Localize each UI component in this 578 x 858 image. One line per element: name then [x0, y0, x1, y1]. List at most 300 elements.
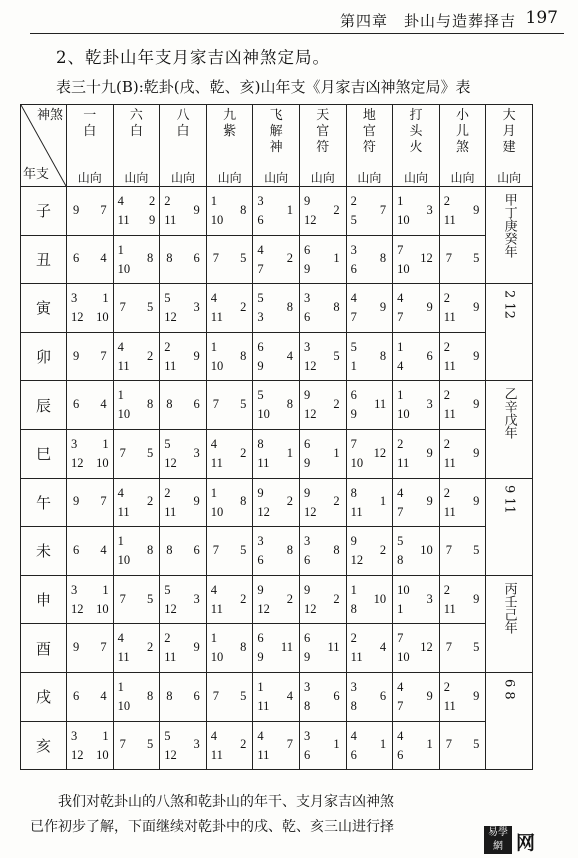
table-cell [393, 235, 440, 284]
cell-value: 7 [212, 688, 220, 703]
cell-value: 12 [71, 456, 84, 471]
column-header [160, 105, 207, 187]
cell-value: 7 [397, 310, 404, 325]
column-title-char: 一 [83, 108, 97, 123]
cell-value: 10 [257, 407, 270, 422]
cell-value: 5 [240, 251, 247, 266]
cell-value: 5 [473, 542, 480, 557]
column-header [486, 105, 533, 187]
table-cell [439, 478, 486, 527]
table-cell [439, 187, 486, 236]
cell-value: 5 [164, 728, 171, 743]
row-label: 午 [21, 478, 67, 527]
cell-value: 12 [303, 213, 317, 228]
cell-value: 7 [100, 640, 107, 655]
cell-value: 8 [146, 251, 154, 266]
cell-value: 10 [96, 601, 109, 616]
table-cell [160, 672, 207, 721]
table-cell [346, 575, 393, 624]
cell-value: 12 [164, 601, 177, 616]
cell-value: 8 [257, 436, 264, 451]
cell-value: 11 [350, 650, 363, 665]
cell-value: 7 [397, 242, 404, 257]
month-text: 甲丁庚癸年 [501, 193, 517, 258]
cell-value: 5 [473, 251, 480, 266]
cell-value: 11 [164, 358, 177, 373]
cell-value: 1 [333, 445, 340, 460]
cell-value: 6 [350, 747, 357, 762]
table-cell [393, 527, 440, 576]
cell-value: 10 [117, 407, 131, 422]
cell-value: 12 [350, 553, 364, 568]
column-title-char: 儿 [456, 124, 470, 139]
table-row [21, 187, 533, 236]
cell-value: 10 [210, 213, 224, 228]
row-label: 子 [21, 187, 67, 236]
cell-value: 9 [473, 591, 480, 606]
cell-value: 11 [164, 504, 177, 519]
column-title-char: 符 [362, 140, 376, 155]
table-cell [206, 429, 253, 478]
column-header [439, 105, 486, 187]
table-cell [160, 332, 207, 381]
cell-value: 11 [443, 601, 456, 616]
table-row [21, 235, 533, 284]
column-title-char: 地 [362, 108, 376, 123]
cell-value: 6 [426, 348, 433, 363]
cell-value: 6 [193, 542, 200, 557]
table-cell [67, 332, 114, 381]
table-row [21, 672, 533, 721]
column-title [486, 105, 532, 157]
table-cell [346, 187, 393, 236]
cell-value: 3 [257, 534, 264, 549]
cell-value: 2 [164, 485, 171, 500]
table-row [21, 478, 533, 527]
table-cell [439, 624, 486, 673]
cell-value: 9 [473, 688, 480, 703]
cell-value: 9 [303, 388, 311, 403]
table-cell [160, 624, 207, 673]
table-cell [160, 284, 207, 333]
cell-value: 9 [73, 494, 80, 509]
cell-value: 5 [473, 640, 480, 655]
cell-value: 10 [373, 591, 387, 606]
table-cell [439, 575, 486, 624]
table-cell [439, 332, 486, 381]
table-cell [253, 187, 300, 236]
column-title-char: 打 [409, 108, 423, 123]
column-subtitle: 山向 [403, 171, 428, 185]
table-cell [299, 527, 346, 576]
cell-value: 4 [397, 358, 404, 373]
cell-value: 3 [71, 436, 78, 451]
cell-value: 10 [117, 553, 131, 568]
cell-value: 5 [164, 291, 171, 306]
table-cell [253, 429, 300, 478]
cell-value: 3 [350, 679, 357, 694]
table-cell [393, 478, 440, 527]
cell-value: 1 [397, 601, 404, 616]
table-cell [206, 672, 253, 721]
table-cell [299, 575, 346, 624]
cell-value: 2 [146, 640, 154, 655]
table-cell [113, 527, 160, 576]
page-number: 197 [525, 8, 558, 28]
cell-value: 5 [146, 737, 154, 752]
cell-value: 9 [379, 299, 387, 314]
row-label: 未 [21, 527, 67, 576]
cell-value: 1 [102, 291, 109, 306]
cell-value: 2 [240, 737, 247, 752]
cell-value: 2 [286, 494, 293, 509]
cell-value: 1 [210, 339, 218, 354]
row-label: 寅 [21, 284, 67, 333]
column-title-char: 白 [129, 124, 143, 139]
cell-value: 6 [193, 688, 200, 703]
table-row [21, 575, 533, 624]
table-cell [299, 672, 346, 721]
cell-value: 8 [240, 494, 247, 509]
column-header [113, 105, 160, 187]
table-cell [393, 187, 440, 236]
cell-value: 1 [379, 737, 387, 752]
column-title [114, 105, 160, 141]
cell-value: 7 [212, 542, 220, 557]
cell-value: 1 [333, 251, 340, 266]
cell-value: 6 [193, 397, 200, 412]
cell-value: 2 [333, 591, 340, 606]
table-cell [113, 624, 160, 673]
cell-value: 6 [73, 542, 80, 557]
cell-value: 4 [397, 291, 404, 306]
month-cell [486, 187, 533, 284]
table-cell [299, 429, 346, 478]
table-row [21, 332, 533, 381]
cell-value: 11 [117, 650, 130, 665]
cell-value: 6 [257, 339, 264, 354]
column-title [393, 105, 439, 157]
cell-value: 9 [473, 348, 480, 363]
cell-value: 11 [210, 747, 223, 762]
table-cell [206, 527, 253, 576]
table-cell [160, 721, 207, 770]
column-subtitle: 山向 [264, 171, 289, 185]
cell-value: 7 [445, 640, 452, 655]
cell-value: 4 [257, 728, 264, 743]
cell-value: 11 [280, 640, 293, 655]
cell-value: 8 [146, 542, 154, 557]
table-cell [393, 721, 440, 770]
cell-value: 4 [210, 436, 218, 451]
cell-value: 2 [443, 436, 450, 451]
cell-value: 7 [257, 261, 264, 276]
cell-value: 1 [257, 679, 264, 694]
cell-value: 3 [193, 737, 200, 752]
cell-value: 9 [426, 445, 433, 460]
cell-value: 8 [286, 397, 293, 412]
table-cell [160, 527, 207, 576]
cell-value: 2 [379, 542, 387, 557]
table-cell [439, 284, 486, 333]
cell-value: 2 [443, 485, 450, 500]
month-cell [486, 672, 533, 769]
cell-value: 4 [257, 242, 264, 257]
cell-value: 8 [397, 553, 404, 568]
cell-value: 1 [379, 494, 387, 509]
cell-value: 1 [102, 728, 109, 743]
cell-value: 9 [473, 202, 480, 217]
cell-value: 9 [303, 261, 311, 276]
cell-value: 7 [119, 445, 126, 460]
cell-value: 4 [100, 251, 107, 266]
cell-value: 8 [166, 251, 173, 266]
cell-value: 2 [164, 339, 171, 354]
cell-value: 6 [257, 213, 264, 228]
cell-value: 4 [117, 339, 124, 354]
table-cell [393, 429, 440, 478]
cell-value: 2 [148, 194, 156, 208]
cell-value: 3 [71, 582, 78, 597]
table-cell [113, 381, 160, 430]
table-cell [206, 575, 253, 624]
column-header [67, 105, 114, 187]
month-cell [486, 381, 533, 478]
cell-value: 12 [257, 504, 270, 519]
table-cell [439, 429, 486, 478]
cell-value: 11 [443, 310, 456, 325]
row-label: 亥 [21, 721, 67, 770]
cell-value: 11 [374, 397, 387, 412]
table-cell [253, 721, 300, 770]
page-header [0, 0, 578, 38]
cell-value: 6 [350, 388, 357, 403]
cell-value: 7 [350, 310, 357, 325]
cell-value: 9 [148, 213, 156, 228]
cell-value: 12 [164, 747, 177, 762]
cell-value: 8 [333, 299, 340, 314]
cell-value: 7 [100, 348, 107, 363]
cell-value: 9 [473, 445, 480, 460]
cell-value: 3 [71, 728, 78, 743]
running-title: 第四章 卦山与造葬择吉 [339, 12, 516, 30]
month-text: 乙辛戊年 [501, 387, 517, 440]
cell-value: 10 [96, 310, 109, 325]
cell-value: 7 [445, 737, 452, 752]
cell-value: 1 [102, 436, 109, 451]
column-title-char: 六 [129, 108, 143, 123]
cell-value: 1 [426, 737, 433, 752]
table-cell [160, 381, 207, 430]
cell-value: 12 [303, 504, 317, 519]
cell-value: 7 [119, 591, 126, 606]
table-cell [299, 235, 346, 284]
corner-cell [21, 105, 67, 187]
table-cell [67, 381, 114, 430]
cell-value: 4 [117, 485, 124, 500]
cell-value: 12 [71, 747, 84, 762]
table-cell [67, 575, 114, 624]
watermark-text: 网 [516, 832, 536, 854]
column-title [347, 105, 393, 157]
table-cell [299, 381, 346, 430]
cell-value: 1 [397, 388, 404, 403]
table-cell [346, 527, 393, 576]
cell-value: 7 [119, 737, 126, 752]
cell-value: 3 [303, 339, 311, 354]
cell-value: 12 [420, 251, 433, 266]
month-text: 丙壬己年 [501, 581, 517, 634]
cell-value: 9 [426, 688, 433, 703]
column-title-char: 天 [316, 108, 330, 123]
cell-value: 9 [73, 202, 80, 217]
column-subtitle: 山向 [217, 171, 242, 185]
cell-value: 4 [350, 728, 357, 743]
cell-value: 5 [257, 291, 264, 306]
cell-value: 7 [397, 631, 404, 646]
cell-value: 1 [117, 534, 124, 549]
table-cell [346, 721, 393, 770]
cell-value: 6 [379, 688, 387, 703]
month-text: 9 11 [501, 484, 517, 514]
table-cell [160, 575, 207, 624]
cell-value: 4 [286, 348, 293, 363]
cell-value: 5 [350, 339, 357, 354]
column-title-char: 八 [176, 108, 190, 123]
cell-value: 9 [303, 194, 311, 208]
cell-value: 3 [193, 591, 200, 606]
cell-value: 8 [166, 688, 173, 703]
column-subtitle: 山向 [310, 171, 335, 185]
cell-value: 1 [210, 194, 218, 208]
cell-value: 9 [350, 534, 357, 549]
table-cell [253, 478, 300, 527]
cell-value: 9 [193, 348, 200, 363]
cell-value: 5 [146, 591, 154, 606]
column-title-char: 头 [409, 124, 423, 139]
cell-value: 8 [286, 299, 293, 314]
watermark-seal: 易學網 [484, 826, 512, 854]
cell-value: 11 [117, 213, 130, 228]
column-title-char: 小 [456, 108, 470, 123]
cell-value: 6 [333, 688, 340, 703]
cell-value: 9 [257, 358, 264, 373]
table-cell [113, 575, 160, 624]
table-cell [346, 332, 393, 381]
corner-top-label: 神煞 [36, 108, 63, 123]
cell-value: 5 [240, 542, 247, 557]
table-cell [299, 478, 346, 527]
cell-value: 9 [303, 456, 311, 471]
cell-value: 6 [397, 747, 404, 762]
table-cell [299, 332, 346, 381]
cell-value: 1 [117, 679, 124, 694]
cell-value: 6 [257, 553, 264, 568]
cell-value: 6 [303, 242, 311, 257]
cell-value: 12 [303, 601, 317, 616]
cell-value: 10 [350, 456, 364, 471]
cell-value: 2 [333, 397, 340, 412]
column-title [253, 105, 299, 157]
cell-value: 2 [164, 194, 171, 208]
cell-value: 12 [164, 456, 177, 471]
column-header [253, 105, 300, 187]
cell-value: 11 [164, 213, 177, 228]
cell-value: 8 [286, 542, 293, 557]
table-cell [253, 624, 300, 673]
cell-value: 2 [146, 348, 154, 363]
table-cell [299, 624, 346, 673]
cell-value: 10 [210, 358, 224, 373]
cell-value: 2 [164, 631, 171, 646]
table-cell [206, 478, 253, 527]
table-cell [67, 624, 114, 673]
section-title: 2、乾卦山年支月家吉凶神煞定局。 [56, 48, 330, 67]
row-label: 申 [21, 575, 67, 624]
cell-value: 4 [397, 485, 404, 500]
table-row [21, 284, 533, 333]
cell-value: 11 [210, 601, 223, 616]
cell-value: 4 [379, 640, 387, 655]
cell-value: 12 [71, 601, 84, 616]
cell-value: 12 [71, 310, 84, 325]
cell-value: 1 [397, 194, 404, 208]
cell-value: 3 [71, 291, 78, 306]
cell-value: 7 [397, 504, 404, 519]
cell-value: 7 [100, 494, 107, 509]
cell-value: 5 [146, 299, 154, 314]
cell-value: 2 [146, 494, 154, 509]
cell-value: 3 [350, 242, 357, 257]
cell-value: 8 [303, 699, 311, 714]
cell-value: 6 [350, 261, 357, 276]
table-cell [113, 672, 160, 721]
month-text: 6 8 [501, 678, 517, 700]
cell-value: 11 [164, 650, 177, 665]
cell-value: 5 [473, 737, 480, 752]
row-label: 丑 [21, 235, 67, 284]
table-cell [113, 332, 160, 381]
table-cell [253, 381, 300, 430]
cell-value: 6 [303, 553, 311, 568]
cell-value: 9 [73, 348, 80, 363]
table-cell [346, 672, 393, 721]
cell-value: 6 [193, 251, 200, 266]
table-row [21, 381, 533, 430]
cell-value: 9 [193, 640, 200, 655]
table-cell [253, 332, 300, 381]
table-cell [206, 235, 253, 284]
cell-value: 3 [426, 202, 433, 217]
column-title-char: 煞 [456, 140, 470, 155]
cell-value: 12 [257, 601, 270, 616]
cell-value: 6 [303, 631, 311, 646]
cell-value: 5 [350, 213, 357, 228]
cell-value: 10 [397, 407, 410, 422]
row-label: 卯 [21, 332, 67, 381]
cell-value: 9 [193, 494, 200, 509]
cell-value: 8 [240, 640, 247, 655]
column-header [393, 105, 440, 187]
table-cell [346, 284, 393, 333]
table-cell [206, 187, 253, 236]
table-cell [439, 721, 486, 770]
cell-value: 7 [350, 436, 357, 451]
cell-value: 10 [397, 650, 410, 665]
table-cell [253, 527, 300, 576]
table-cell [439, 235, 486, 284]
cell-value: 11 [443, 358, 456, 373]
